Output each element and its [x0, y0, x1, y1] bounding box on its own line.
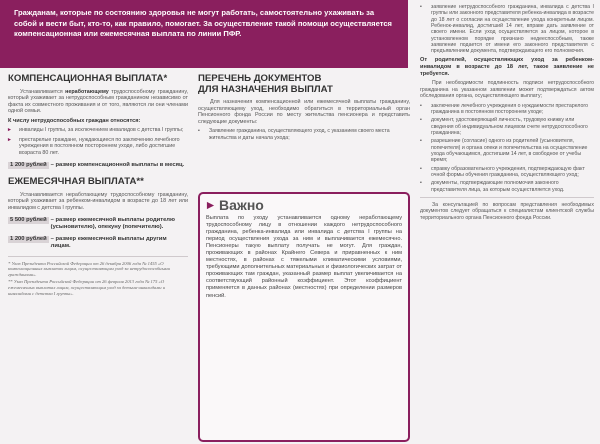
- list-item: [8, 137, 188, 156]
- disabled-list-heading: К числу нетрудоспособных граждан относятся:: [8, 117, 141, 124]
- bullet-square-icon: ▪: [420, 138, 422, 145]
- compensation-amount-value: 1 200 рублей: [10, 162, 47, 169]
- list-item-text: справку образовательного учреждения, подтверждающую факт очной формы обучения гражданина, осуществляющего уход;: [431, 165, 585, 178]
- list-item-text: престарелые граждане, нуждающиеся по заключению лечебного учреждения в постоянном постороннем уходе, либо достигшие возраста 80 лет.: [19, 137, 180, 156]
- bullet-arrow-icon: ▸: [8, 137, 11, 144]
- documents-intro: Для назначения компенсационной или ежемесячной выплаты гражданину, осуществляющему уход, необходимо обратиться в территориальный орган Пенсионного фонда России по месту жительства пенсионера и представить следующие документы:: [198, 99, 410, 125]
- list-item: [198, 128, 410, 141]
- bullet-square-icon: ▪: [198, 128, 200, 135]
- list-item: [420, 166, 594, 179]
- monthly-amount-parent: [8, 217, 188, 231]
- list-item: [420, 117, 594, 136]
- bullet-square-icon: ▪: [420, 4, 422, 10]
- banner-text: Гражданам, которые по состоянию здоровья не могут работать, самостоятельно ухаживать за собой и вести быт, кто-то, как правило, помогает. За осуществление такой помощи осуществляется компенсационная или ежемесячная выплата по линии ПФР.: [14, 8, 392, 39]
- compensation-heading: КОМПЕНСАЦИОННАЯ ВЫПЛАТА*: [8, 73, 168, 84]
- footnote: * Указ Президента Российской Федерации от 26 декабря 2006 года № 1455 «О компенсационных выплатах лицам, осуществляющим уход за нетрудоспособными гражданами».: [8, 260, 170, 277]
- monthly-amount-parent-value: 5 500 рублей: [10, 216, 47, 223]
- closing-divider: [420, 197, 594, 198]
- bullet-arrow-icon: ▸: [8, 126, 11, 133]
- list-item: [420, 138, 594, 163]
- parents-note: От родителей, осуществляющих уход за ребенком-инвалидом в возрасте до 18 лет, такое заявление не требуется.: [420, 56, 594, 77]
- compensation-intro-bold: неработающему: [65, 88, 109, 95]
- bullet-square-icon: ▪: [420, 180, 422, 187]
- important-box: [198, 192, 410, 442]
- compensation-amount-text: – размер компенсационной выплаты в месяц.: [50, 162, 185, 169]
- list-item: [8, 127, 188, 133]
- list-item-text: Заявление гражданина, осуществляющего уход, с указанием своего места жительства и даты начала ухода;: [209, 128, 390, 141]
- monthly-amount-others-value: 1 200 рублей: [10, 235, 47, 242]
- footnote-divider: [8, 256, 188, 257]
- list-item-text: инвалиды I группы, за исключением инвалидов с детства I группы;: [19, 126, 184, 133]
- monthly-amount-others: [8, 236, 188, 250]
- important-text: Выплата по уходу устанавливается одному неработающему трудоспособному лицу в отношении каждого нетрудоспособного гражданина, ребенка-инвалида или инвалида с детства I группы на период осуществления ухода за ним и выплачивается ежемесячно. Пенсионеры такую выплату получать не могут. Для граждан, проживающих в районах Крайнего Севера и приравненных к ним местностях, в районах с тяжелыми климатическими условиями, требующими дополнительных материальных и физиологических затрат от проживающих там граждан, указанный размер выплат увеличивается на соответствующий районный коэффициент. Этот коэффициент применяется в данных районах (местностях) при определении размеров пенсий.: [206, 215, 402, 299]
- monthly-intro: Устанавливается неработающему трудоспособному гражданину, который ухаживает за ребенком-инвалидом в возрасте до 18 лет или инвалидом с детства I группы.: [8, 191, 188, 211]
- list-item: [420, 103, 594, 116]
- signature-note: При необходимости подлинность подписи нетрудоспособного гражданина на указанном заявлении может подтверждаться актом обследования органа, осуществляющего выплату;: [420, 80, 594, 100]
- compensation-amount: [8, 162, 188, 169]
- list-item: [420, 180, 594, 193]
- list-item-text: документы, подтверждающие полномочия законного представителя лица, за которым осуществляется уход.: [431, 180, 565, 193]
- list-item: [420, 4, 594, 55]
- list-item-text: заключение лечебного учреждения о нуждаемости престарелого гражданина в постоянном постороннем уходе;: [431, 102, 589, 115]
- bullet-square-icon: ▪: [420, 165, 422, 172]
- list-item-text: документ, удостоверяющий личность, трудовую книжку или сведения об индивидуальном лицевом счете нетрудоспособного гражданина;: [431, 117, 588, 136]
- list-item-text: разрешение (согласие) одного из родителей (усыновителя, попечителя) и органа опеки и попечительства на осуществление ухода обучающимся, достигшим 14 лет, в свободное от учебы время;: [431, 138, 588, 164]
- column-middle: [198, 74, 410, 143]
- closing-note: За консультацией по вопросам представления необходимых документов следует обращаться к специалистам клиентской службы территориального органа Пенсионного фонда России.: [420, 201, 594, 221]
- footnote: ** Указ Президента Российской Федерации от 26 февраля 2013 года № 175 «О ежемесячных выплатах лицам, осуществляющим уход за детьми-инвалидами и инвалидами с детства I группы».: [8, 279, 165, 296]
- important-header: [200, 194, 408, 215]
- bullet-square-icon: ▪: [420, 117, 422, 124]
- documents-heading-line2: ДЛЯ НАЗНАЧЕНИЯ ВЫПЛАТ: [198, 83, 333, 95]
- monthly-amount-others-text: – размер ежемесячной выплаты другим лицам.: [50, 235, 167, 249]
- documents-heading-line1: ПЕРЕЧЕНЬ ДОКУМЕНТОВ: [198, 73, 322, 84]
- compensation-intro-rest: трудоспособному гражданину, который ухаживает за нетрудоспособным гражданином независимо от факта их совместного проживания и от того, являются ли они членами одной семьи.: [8, 88, 188, 115]
- column-right: [420, 4, 594, 224]
- arrow-right-icon: [206, 201, 215, 210]
- intro-banner: [0, 0, 408, 68]
- column-left: [8, 74, 188, 298]
- bullet-square-icon: ▪: [420, 102, 422, 109]
- compensation-intro-prefix: Устанавливается: [20, 88, 66, 95]
- list-item-text: заявление нетрудоспособного гражданина, инвалида с детства I группы или законного представителя ребенка-инвалида в возрасте до 18 лет о согласии на осуществление ухода конкретным лицом. Ребенок-инвалид, достигший 14 лет, вправе дать заявление от своего имени. Если уход осуществляется за лицом, которое в установленном порядке признано недееспособным, также заявление подается от имени его законного представителя с предъявлением документа, подтверждающего его полномочия.: [431, 4, 594, 55]
- monthly-heading: ЕЖЕМЕСЯЧНАЯ ВЫПЛАТА**: [8, 176, 144, 188]
- compensation-intro: [8, 89, 188, 115]
- monthly-amount-parent-text: – размер ежемесячной выплаты родителю (усыновителю), опекуну (попечителю).: [50, 216, 175, 230]
- important-title: Важно: [219, 197, 264, 213]
- documents-list: [198, 128, 410, 141]
